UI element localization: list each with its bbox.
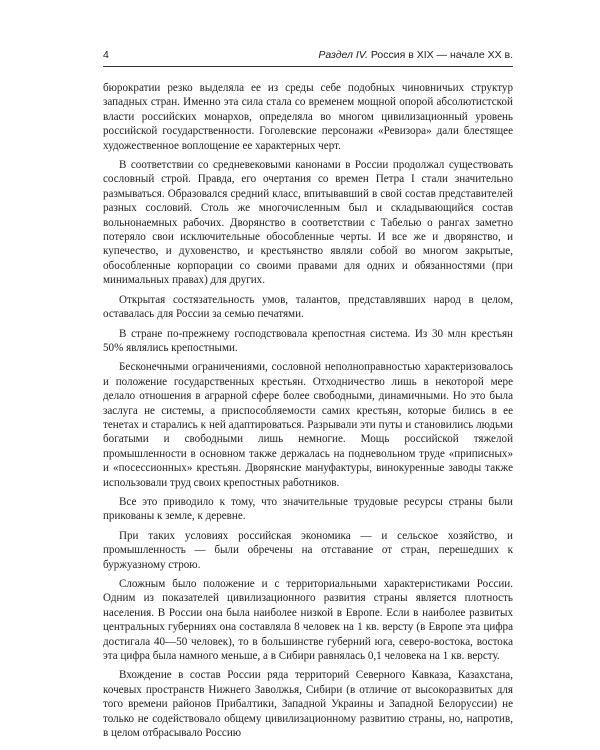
page-body xyxy=(103,81,513,745)
section-label: Раздел IV. xyxy=(318,49,368,61)
paragraph: Открытая состязательность умов, талантов, представлявших народ в целом, оставалась для России за семью печатями. xyxy=(103,293,513,321)
paragraph: Сложным было положение и с территориальными характеристиками России. Одним из показателей цивилизационного развития страны является плотность населения. В России она была наиболее низкой в Европе. Если в наиболее развитых центральных губерниях она составляла 8 человек на 1 кв. версту (в Европе эта цифра достигала 40—50 человек), то в большинстве губерний юга, северо-востока, востока эта цифра была намного меньше, а в Сибири равнялась 0,1 человека на 1 кв. версту. xyxy=(103,578,513,663)
paragraph: В стране по-прежнему господствовала крепостная система. Из 30 млн крестьян 50% являлись крепостными. xyxy=(103,327,513,354)
running-title xyxy=(318,49,513,61)
paragraph: Бесконечными ограничениями, сословной неполноправностью характеризовалось и положение государственных крестьян. Отходничество лишь в некоторой мере делало отношения в аграрной сфере более свободными, динамичными. Но это была заслуга не системы, а приспособляемости самих крестьян, которые бились в ее тенетах и старались к ней адаптироваться. Разрывали эти путы и становились людьми богатыми и свободными лишь немногие. Мощь российской тяжелой промышленности в основном также держалась на подневольном труде «приписных» и «посессионных» крестьян. Дворянские мануфактуры, винокуренные заводы также использовали труд своих крепостных работников. xyxy=(103,361,513,489)
paragraph: При таких условиях российская экономика — и сельское хозяйство, и промышленность — были обречены на отставание от стран, перешедших к буржуазному строю. xyxy=(103,529,513,571)
paragraph: Все это приводило к тому, что значительные трудовые ресурсы страны были прикованы к земле, к деревне. xyxy=(103,495,513,523)
page-number: 4 xyxy=(103,49,109,61)
paragraph: бюрократии резко выделяла ее из среды себе подобных чиновничьих структур западных стран. Именно эта сила стала со временем мощной опорой абсолютистской власти российских монархов, определяла во многом цивилизационный уровень российской государственности. Гоголевские персонажи «Ревизора» дали блестящее художественное воплощение ее характерных черт. xyxy=(103,82,513,152)
paragraph: В соответствии со средневековыми канонами в России продолжал существовать сословный строй. Правда, его очертания со времен Петра I стали значительно размываться. Образовался средний класс, впитывавший в свой состав представителей разных сословий. Столь же многочисленным был и складывающийся состав вольнонаемных рабочих. Дворянство в соответствии с Табелью о рангах заметно потеряло свои исключительные обособленные черты. И все же и дворянство, и купечество, и духовенство, и крестьянство являли собой во многом закрытые, обособленные корпорации со своими правами для одних и обязанностями (при минимальных правах) для других. xyxy=(103,159,513,287)
running-header xyxy=(103,46,513,67)
section-title: Россия в XIX — начале XX в. xyxy=(370,49,513,61)
paragraph: Вхождение в состав России ряда территорий Северного Кавказа, Казахстана, кочевых пространств Нижнего Заволжья, Сибири (в отличие от высокоразвитых для того времени районов Прибалтики, Западной Украины и Западной Белоруссии) не только не содействовало общему цивилизационному развитию страны, но, напротив, в целом отбрасывало Россию xyxy=(103,669,513,740)
